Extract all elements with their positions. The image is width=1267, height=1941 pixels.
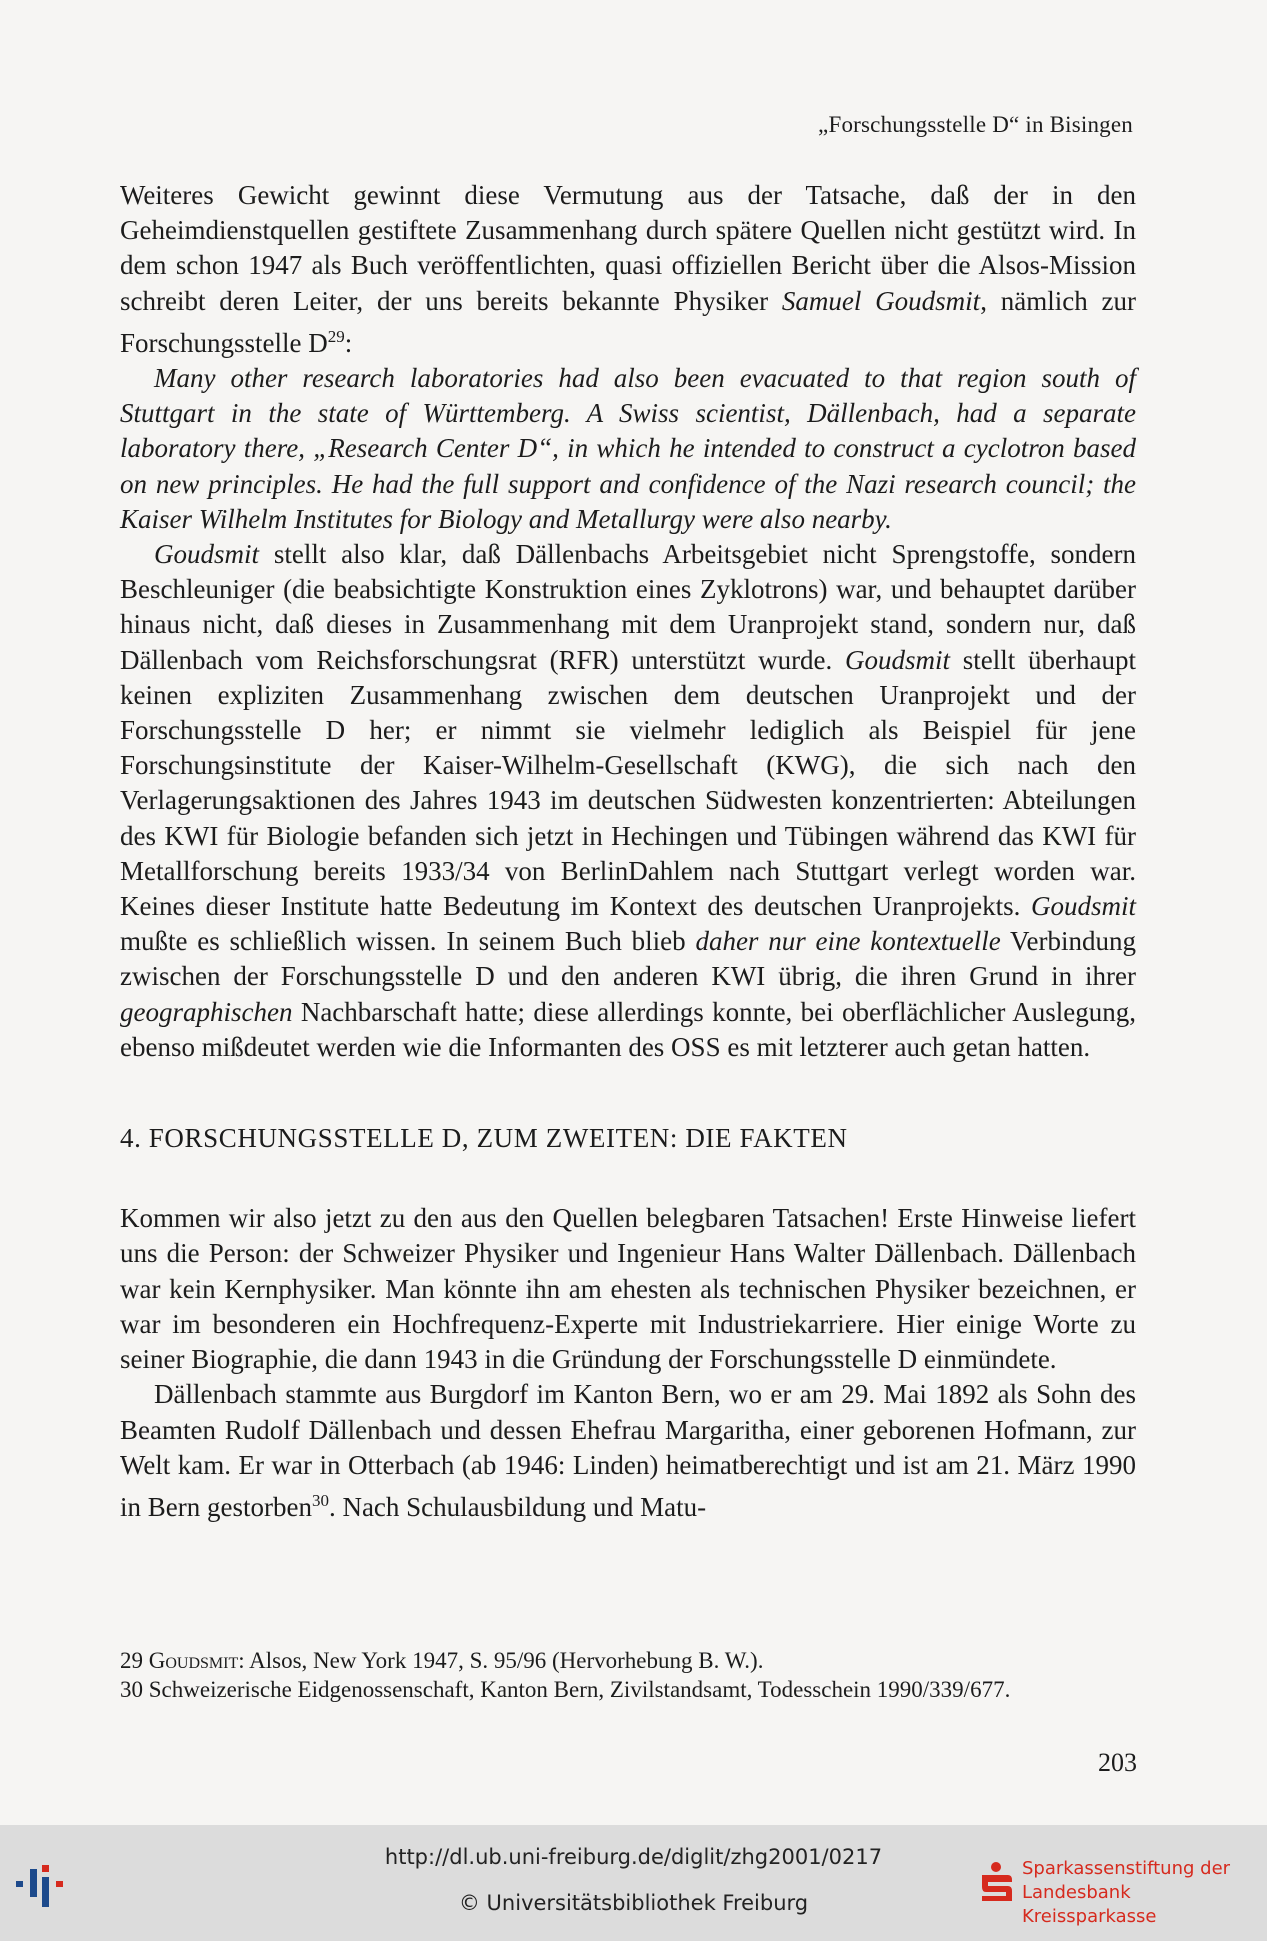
footnote-ref-29: 29 (327, 326, 345, 346)
paragraph-3: Kommen wir also jetzt zu den aus den Quellen belegbaren Tatsachen! Erste Hinweise liefert uns die Person: der Schweizer Physiker und Ingenieur Hans Walter Dällenbach. Dällenbach war kein Kernphysiker. Man könnte ihn am ehesten als technischen Physiker bezeichnen, er war im besonderen ein Hochfrequenz-Experte mit Industriekarriere. Hier einige Worte zu seiner Biographie, die dann 1943 in die Gründung der Forschungsstelle D einmündete. (120, 1203, 1136, 1375)
block-quote: Many other research laboratories had also been evacuated to that region south of Stuttgart in the state of Württemberg. A Swiss scientist, Dällenbach, had a separate laboratory there, „Research Center D“, in which he intended to construct a cyclotron based on new principles. He had the full support and confidence of the Nazi research council; the Kaiser Wilhelm Institutes for Biology and Metallurgy were also nearby. (120, 363, 1136, 534)
paragraph-2: Goudsmit stellt also klar, daß Dällenbachs Arbeitsgebiet nicht Sprengstoffe, sondern Beschleuniger (die beabsichtigte Konstruktion eines Zyklotrons) war, und behauptet darüber hinaus nicht, daß dieses in Zusammenhang mit dem Uranprojekt stand, sondern nur, daß Dällenbach vom Reichsforschungsrat (RFR) unterstützt wurde. Goudsmit stellt überhaupt keinen expliziten Zusammenhang zwischen dem deutschen Uranprojekt und der Forschungsstelle D her; er nimmt sie vielmehr lediglich als Beispiel für jene Forschungsinstitute der Kaiser-Wilhelm-Gesellschaft (KWG), die sich nach den Verlagerungsaktionen des Jahres 1943 im deutschen Südwesten konzentrierten: Abteilungen des KWI für Biologie befanden sich jetzt in Hechingen und Tübingen während das KWI für Metallforschung bereits 1933/34 von BerlinDahlem nach Stuttgart verlegt worden war. Keines dieser Institute hatte Bedeutung im Kontext des deutschen Uranprojekts. Goudsmit mußte es schließlich wissen. In seinem Buch blieb daher nur eine kontextuelle Verbindung zwischen der Forschungsstelle D und den anderen KWI übrig, die ihren Grund in ihrer geographischen Nachbarschaft hatte; diese allerdings konnte, bei oberflächlicher Auslegung, ebenso mißdeutet werden wie die Informanten des OSS es mit letzterer auch getan hatten. (120, 539, 1137, 1062)
sponsor-line-1: Sparkassenstiftung der (1022, 1858, 1231, 1879)
footnotes (120, 1646, 1136, 1704)
paragraph-1: Weiteres Gewicht gewinnt diese Vermutung aus der Tatsache, daß der in den Geheimdienstquellen gestiftete Zusammenhang durch spätere Quellen nicht gestützt wird. In dem schon 1947 als Buch veröffentlichten, quasi offiziellen Bericht über die Alsos-Mission schreibt deren Leiter, der uns bereits bekannte Physiker Samuel Goudsmit, nämlich zur Forschungsstelle $D^{29}$: (120, 180, 1136, 358)
running-head: „Forschungsstelle D“ in Bisingen (818, 112, 1133, 137)
body-text (120, 178, 1136, 1525)
section-heading: 4. FORSCHUNGSSTELLE D, ZUM ZWEITEN: DIE FAKTEN (120, 1123, 848, 1154)
footnote-29: 29 Goudsmit: Alsos, New York 1947, S. 95/96 (Hervorhebung B. W.). (120, 1648, 764, 1673)
footnote-ref-30: 30 (311, 1490, 329, 1510)
footnote-30: 30 Schweizerische Eidgenossenschaft, Kanton Bern, Zivilstandsamt, Todesschein 1990/339/677. (120, 1677, 1011, 1702)
permalink-url[interactable]: http://dl.ub.uni-freiburg.de/diglit/zhg2001/0217 (384, 1845, 883, 1869)
sparkasse-logo-icon (978, 1861, 1014, 1905)
paragraph-4: Dällenbach stammte aus Burgdorf im Kanton Bern, wo er am 29. Mai 1892 als Sohn des Beamten Rudolf Dällenbach und dessen Ehefrau Margaritha, einer geborenen Hofmann, zur Welt kam. Er war in Otterbach (ab 1946: Linden) heimatberechtigt und ist am 21. März 1990 in Bern gestorben$^{30}$. Nach Schulausbildung und Matu- (120, 1379, 1136, 1522)
copyright-credit: © Universitätsbibliothek Freiburg (458, 1891, 809, 1915)
sponsor-line-2: Landesbank Kreissparkasse (1022, 1882, 1157, 1927)
author-name: Samuel Goudsmit (781, 285, 981, 316)
viewer-footer (0, 1825, 1267, 1941)
page-number: 203 (1098, 1748, 1137, 1777)
